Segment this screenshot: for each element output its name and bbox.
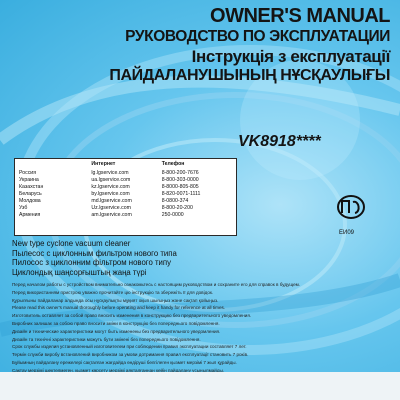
fine-print-line: Сақтау мерзімі шектелмеген, қызмет көрсету мерзімі аяқталғаннан кейін пайдалану ұсынылмайды. (12, 367, 225, 372)
fine-print-line: Please read this owner's manual thoroughly before operating and keep it handy for reference at all times. (12, 305, 226, 311)
table-row (19, 211, 232, 218)
phone-cell: 8-8000-805-805 (161, 184, 199, 190)
phone-cell: 8-800-200-7676 (161, 170, 199, 176)
website-cell: md.lgservice.com (91, 198, 132, 204)
website-cell: ua.lgservice.com (91, 177, 131, 183)
fine-print-line: Изготовитель оставляет за собой право вносить изменения в конструкцию без предварительного уведомления. (12, 313, 252, 319)
manual-titles (109, 6, 390, 84)
website-cell: by.lgservice.com (91, 191, 130, 197)
table-header-row (19, 161, 232, 169)
certification-mark-icon (336, 194, 366, 220)
certification-code: ЕИ09 (339, 230, 354, 236)
country-cell: Узб (19, 205, 28, 211)
country-cell: Беларусь (19, 191, 42, 197)
fine-print-line: Перед використанням пристрою уважно прочитайте цю інструкцію та збережіть її для довідок. (12, 289, 214, 295)
phone-cell: 250-0000 (161, 212, 184, 218)
page-bottom-margin (0, 372, 400, 400)
fine-print-line: Термін служби виробу встановлений виробником за умови дотримання правил експлуатації становить 7 років. (12, 352, 249, 358)
fine-print-line: Виробник залишає за собою право вносити зміни в конструкцію без попереднього повідомлення. (12, 320, 220, 326)
model-number: VK8918**** (238, 133, 321, 150)
description-russian: Пылесос с циклонным фильтром нового типа (12, 248, 177, 258)
table-row (19, 183, 232, 190)
phone-cell: 8-0800-374 (161, 198, 189, 204)
title-kazakh: ПАЙДАЛАНУШЫНЫҢ НҰСҚАУЛЫҒЫ (109, 66, 390, 84)
title-russian: РУКОВОДСТВО ПО ЭКСПЛУАТАЦИИ (125, 28, 390, 45)
product-description (12, 239, 177, 277)
phone-cell: 8-820-0071-1111 (161, 191, 201, 197)
description-english: New type cyclone vacuum cleaner (12, 239, 131, 248)
table-row (19, 190, 232, 197)
table-row (19, 204, 232, 211)
country-cell: Молдова (19, 198, 41, 204)
table-row (19, 176, 232, 183)
phone-cell: 8-800-303-0000 (161, 177, 199, 183)
table-row (19, 197, 232, 204)
description-ukrainian: Пилосос з циклонним фільтром нового типу (12, 258, 172, 268)
country-cell: Россия (19, 170, 37, 176)
website-cell: lg.lgservice.com (91, 170, 129, 176)
title-ukrainian: Інструкція з експлуатації (191, 46, 390, 66)
fine-print (12, 281, 392, 372)
table-row (19, 169, 232, 176)
column-header-internet: Интернет (91, 161, 116, 167)
service-contacts-table (14, 158, 237, 236)
fine-print-line: Құрылғыны пайдаланар алдында осы нұсқаулықты мұқият оқып шығыңыз және сақтап қойыңыз. (12, 297, 219, 303)
website-cell: am.lgservice.com (91, 212, 132, 218)
column-header-country (19, 161, 91, 169)
fine-print-line: Перед началом работы с устройством внимательно ознакомьтесь с настоящим руководством и сохраните его для справок в будущем. (12, 282, 301, 287)
title-english: OWNER'S MANUAL (210, 5, 390, 27)
country-cell: Армения (19, 212, 41, 218)
fine-print-line: Дизайн и технические характеристики могут быть изменены без предварительного уведомления. (12, 328, 221, 334)
website-cell: Uz.lgservice.com (91, 205, 131, 211)
description-kazakh: Циклондық шаңсорғыштың жаңа түрі (12, 267, 147, 277)
phone-cell: 8-800-20-200 (161, 205, 193, 211)
fine-print-line: Бұйымның пайдалану ережелері сақталған жағдайда өндіруші белгілеген қызмет мерзімі 7 жыл құрайды. (12, 359, 237, 365)
fine-print-line: Срок службы изделия установленный изготовителем при соблюдении правил эксплуатации составляет 7 лет. (12, 344, 247, 350)
country-cell: Казахстан (19, 184, 44, 190)
website-cell: kz.lgservice.com (91, 184, 130, 190)
country-cell: Украина (19, 177, 39, 183)
column-header-phone: Телефон (161, 161, 185, 167)
fine-print-line: Дизайн та технічні характеристики можуть бути змінені без попереднього повідомлення. (12, 336, 201, 342)
